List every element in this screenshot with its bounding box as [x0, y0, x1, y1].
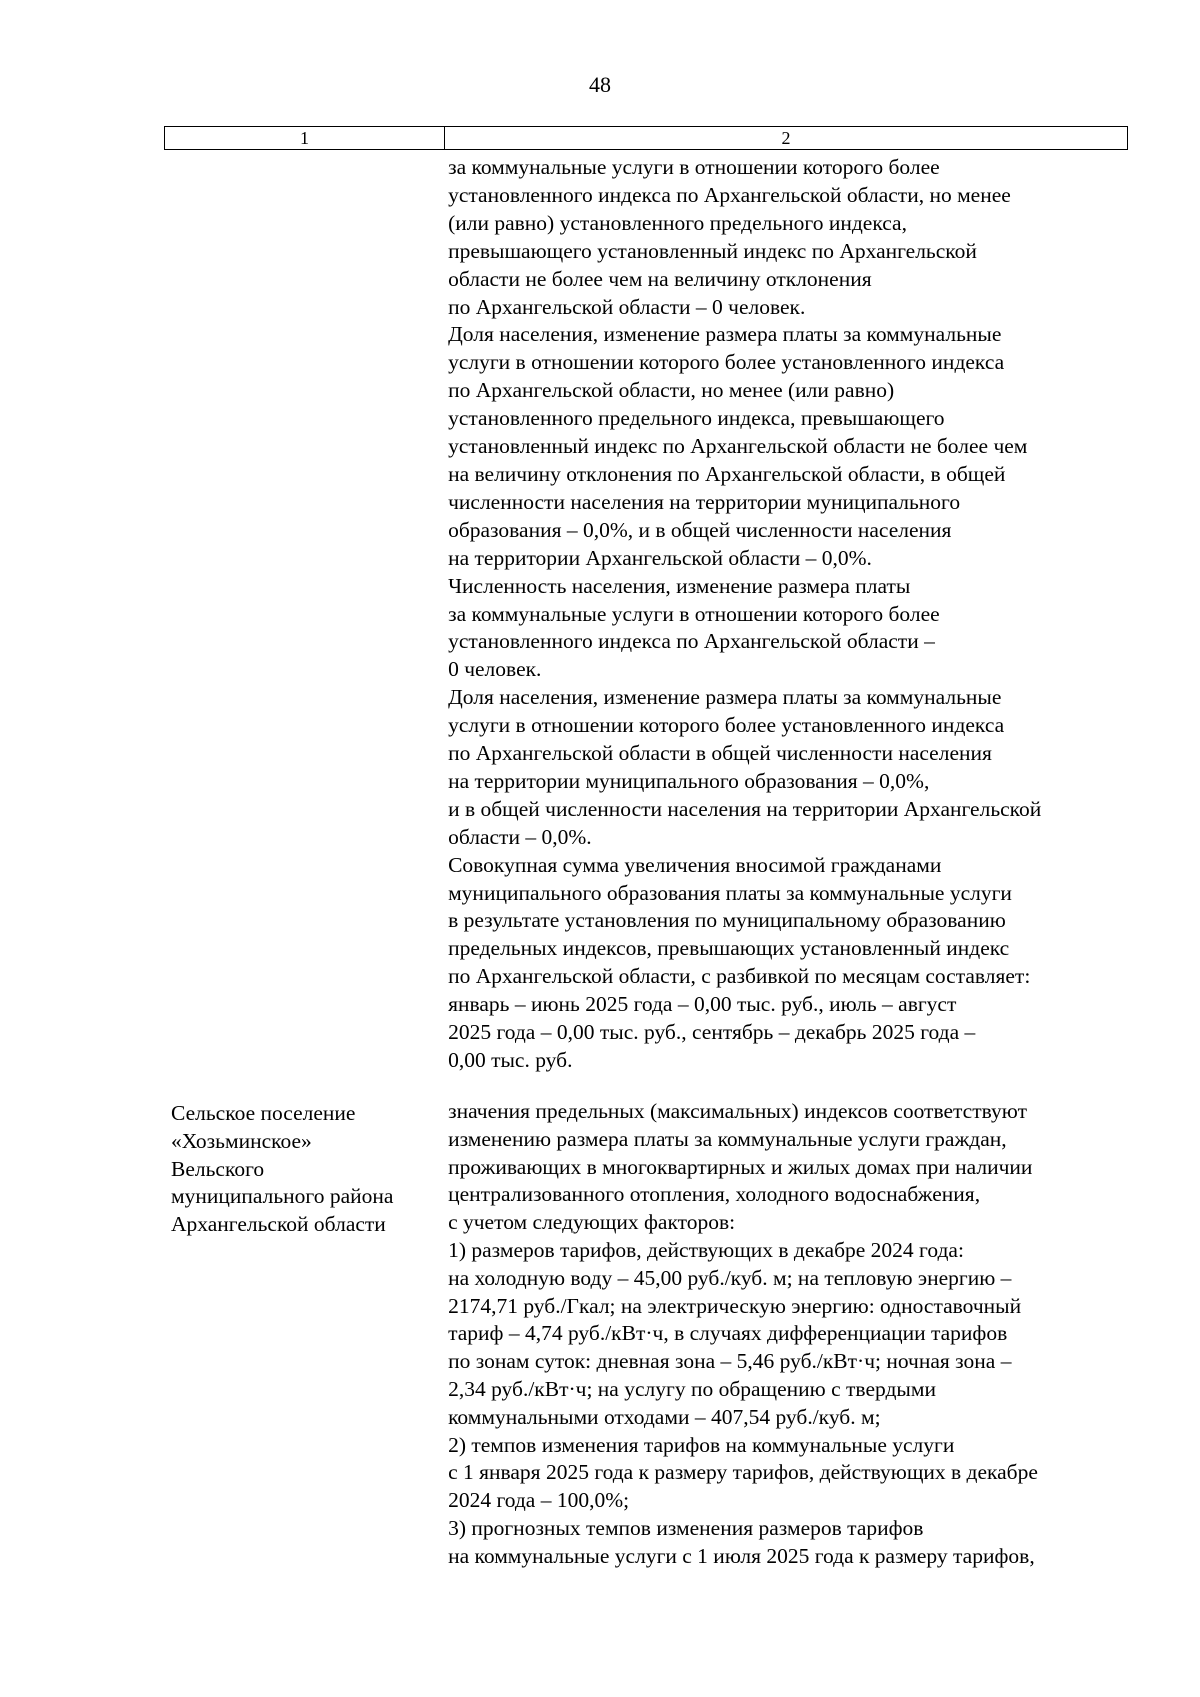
description-cell	[448, 1098, 1121, 1571]
description-text-line: области не более чем на величину отклонения	[448, 266, 872, 291]
description-text-line: 1) размеров тарифов, действующих в декабре 2024 года:	[448, 1237, 964, 1262]
description-text-line: области – 0,0%.	[448, 824, 592, 849]
description-text-line: значения предельных (максимальных) индексов соответствуют	[448, 1099, 1027, 1123]
description-text-line: централизованного отопления, холодного водоснабжения,	[448, 1182, 981, 1207]
description-text-line: 0 человек.	[448, 657, 542, 682]
description-text-line: Численность населения, изменение размера платы	[448, 573, 911, 598]
description-text-line: в результате установления по муниципальному образованию	[448, 908, 1006, 933]
description-text-line: на территории муниципального образования – 0,0%,	[448, 768, 930, 793]
description-text-line: тариф – 4,74 руб./кВт·ч, в случаях дифференциации тарифов	[448, 1321, 1008, 1346]
municipality-name-line: Вельского	[171, 1156, 265, 1181]
description-text-line: образования – 0,0%, и в общей численности населения	[448, 517, 952, 542]
description-text-line: за коммунальные услуги в отношении которого более	[448, 155, 940, 179]
table-row	[171, 1098, 1121, 1571]
description-text-line: 2,34 руб./кВт·ч; на услугу по обращению с твердыми	[448, 1376, 936, 1401]
description-text-line: муниципального образования платы за коммунальные услуги	[448, 880, 1012, 905]
description-text-line: 3) прогнозных темпов изменения размеров тарифов	[448, 1515, 924, 1540]
description-text-line: по Архангельской области, с разбивкой по месяцам составляет:	[448, 964, 1031, 989]
description-text-line: с учетом следующих факторов:	[448, 1210, 736, 1235]
description-text-line: по Архангельской области в общей численности населения	[448, 741, 992, 766]
description-text-line: и в общей численности населения на территории Архангельской	[448, 796, 1042, 821]
description-text-line: по Архангельской области – 0 человек.	[448, 294, 806, 319]
description-text-line: установленного индекса по Архангельской области –	[448, 629, 935, 654]
description-text-line: проживающих в многоквартирных и жилых домах при наличии	[448, 1154, 1033, 1179]
description-text-line: с 1 января 2025 года к размеру тарифов, действующих в декабре	[448, 1460, 1038, 1485]
description-text-line: 2025 года – 0,00 тыс. руб., сентябрь – декабрь 2025 года –	[448, 1020, 976, 1045]
description-text-line: изменению размера платы за коммунальные услуги граждан,	[448, 1126, 1007, 1151]
description-text-line: по зонам суток: дневная зона – 5,46 руб./кВт·ч; ночная зона –	[448, 1349, 1012, 1374]
description-text-line: 2024 года – 100,0%;	[448, 1488, 630, 1513]
description-text-line: на величину отклонения по Архангельской области, в общей	[448, 461, 1006, 486]
description-text-line: (или равно) установленного предельного индекса,	[448, 210, 907, 235]
municipality-cell	[171, 154, 448, 1075]
description-text-line: на коммунальные услуги с 1 июля 2025 года к размеру тарифов,	[448, 1543, 1035, 1568]
description-text-line: на холодную воду – 45,00 руб./куб. м; на тепловую энергию –	[448, 1265, 1012, 1290]
description-text-line: 2174,71 руб./Гкал; на электрическую энергию: одноставочный	[448, 1293, 1022, 1318]
description-text-line: 0,00 тыс. руб.	[448, 1048, 573, 1072]
description-text-line: превышающего установленный индекс по Архангельской	[448, 238, 977, 263]
municipality-cell	[171, 1098, 448, 1571]
description-text-line: предельных индексов, превышающих установленный индекс	[448, 936, 1010, 961]
description-text-line: Совокупная сумма увеличения вносимой гражданами	[448, 852, 942, 877]
description-text-line: за коммунальные услуги в отношении которого более	[448, 601, 940, 626]
page-number: 48	[589, 72, 611, 97]
municipality-name-line: Сельское поселение	[171, 1101, 356, 1125]
municipality-name-line: муниципального района	[171, 1184, 394, 1209]
description-text-line: Доля населения, изменение размера платы за коммунальные	[448, 322, 1002, 347]
description-cell	[448, 154, 1121, 1075]
table-header-col2: 2	[781, 128, 791, 148]
municipality-name-line: Архангельской области	[171, 1212, 386, 1237]
description-text-line: установленного индекса по Архангельской области, но менее	[448, 182, 1011, 207]
description-text-line: услуги в отношении которого более установленного индекса	[448, 713, 1005, 738]
municipality-name-line: «Хозьминское»	[171, 1128, 312, 1153]
table-header	[164, 126, 1128, 150]
description-text-line: январь – июнь 2025 года – 0,00 тыс. руб., июль – август	[448, 992, 957, 1017]
description-text-line: коммунальными отходами – 407,54 руб./куб. м;	[448, 1404, 881, 1429]
description-text-line: на территории Архангельской области – 0,0%.	[448, 545, 872, 570]
description-text-line: Доля населения, изменение размера платы за коммунальные	[448, 685, 1002, 710]
description-text-line: по Архангельской области, но менее (или равно)	[448, 378, 895, 403]
description-text-line: установленный индекс по Архангельской области не более чем	[448, 434, 1028, 459]
description-text-line: численности населения на территории муниципального	[448, 489, 961, 514]
table-row	[171, 154, 1121, 1075]
description-text-line: услуги в отношении которого более установленного индекса	[448, 350, 1005, 375]
table-header-col1: 1	[165, 127, 445, 149]
description-text-line: 2) темпов изменения тарифов на коммунальные услуги	[448, 1432, 955, 1457]
description-text-line: установленного предельного индекса, превышающего	[448, 406, 945, 431]
